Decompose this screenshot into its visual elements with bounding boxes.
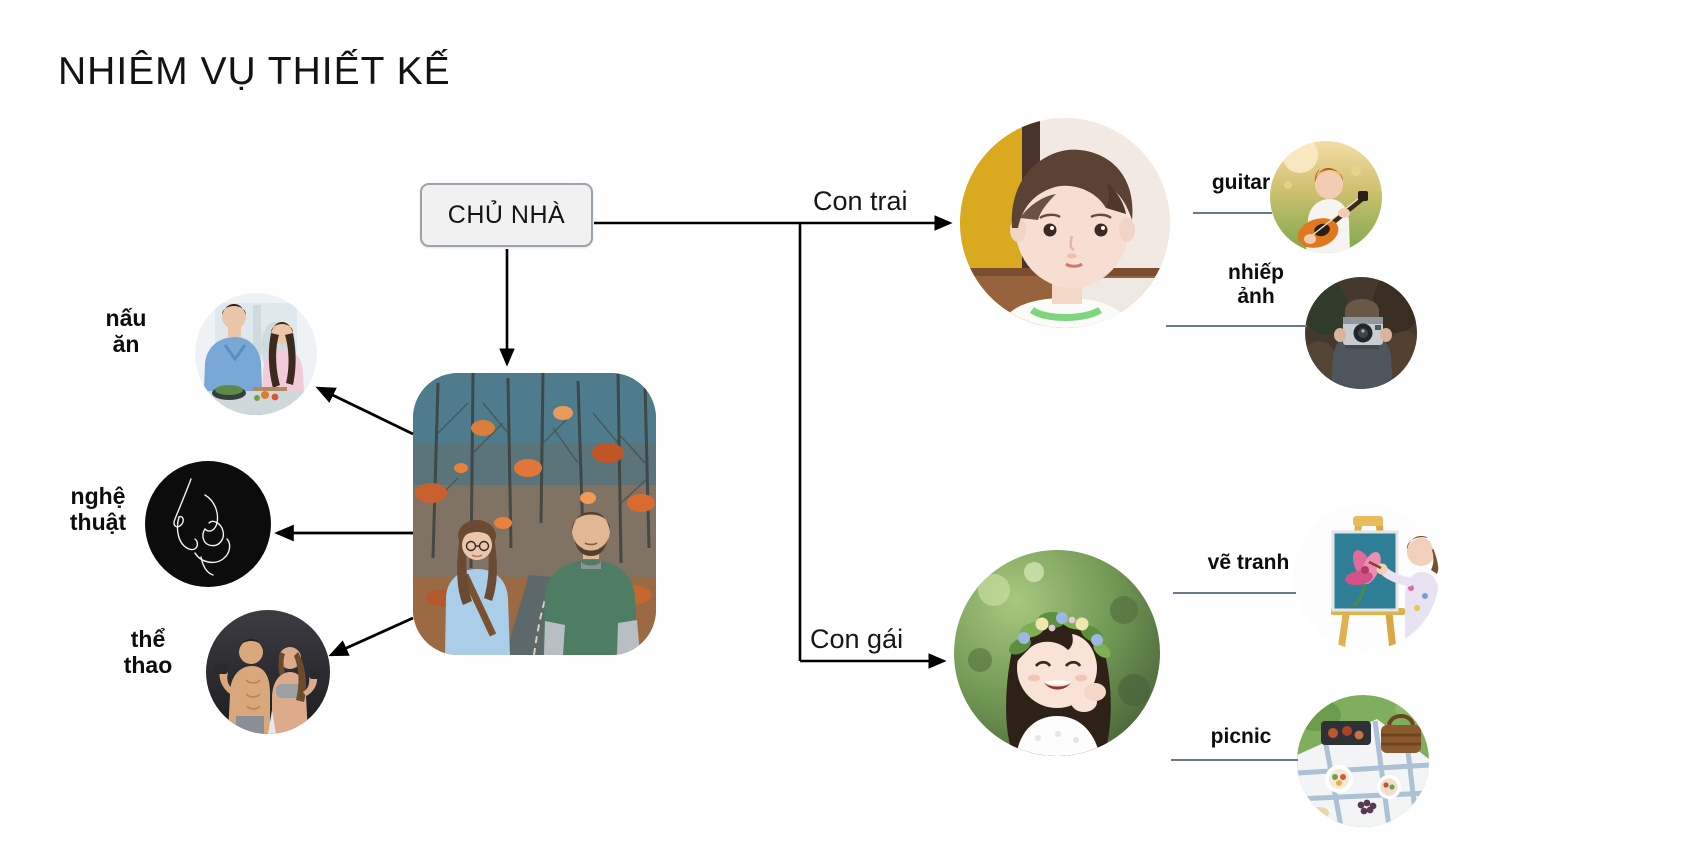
root-node-box xyxy=(420,183,593,247)
guitar-photo xyxy=(1270,141,1382,253)
cooking-photo xyxy=(195,293,317,415)
sports-photo xyxy=(206,610,330,734)
hobby-label-art: nghệ thuật xyxy=(69,483,127,535)
painting-photo xyxy=(1293,504,1439,650)
son-photo-art xyxy=(960,118,1170,328)
painting-photo-art xyxy=(1293,504,1439,650)
arrow-photo-to-cooking xyxy=(318,388,413,434)
homeowners-photo xyxy=(413,373,656,655)
art-photo-art xyxy=(145,461,271,587)
son-photo xyxy=(960,118,1170,328)
hobby-label-cooking: nấu ăn xyxy=(105,305,147,357)
hobby-label-picnic: picnic xyxy=(1210,725,1272,748)
cooking-photo-art xyxy=(195,293,317,415)
homeowners-photo-art xyxy=(413,373,656,655)
sports-photo-art xyxy=(206,610,330,734)
hobby-label-sports: thể thao xyxy=(123,626,173,678)
branch-label-son: Con trai xyxy=(813,186,908,216)
picnic-photo xyxy=(1297,695,1429,827)
hobby-label-painting: vẽ tranh xyxy=(1207,551,1290,574)
daughter-photo xyxy=(954,550,1160,756)
guitar-photo-art xyxy=(1270,141,1382,253)
branch-label-daughter: Con gái xyxy=(810,624,904,654)
picnic-photo-art xyxy=(1297,695,1429,827)
hobby-label-photography: nhiếp ảnh xyxy=(1228,261,1284,308)
hobby-label-guitar: guitar xyxy=(1211,171,1271,194)
page-title: NHIÊM VỤ THIẾT KẾ xyxy=(58,50,451,93)
root-node-label: CHỦ NHÀ xyxy=(447,200,566,229)
photography-photo-art xyxy=(1305,277,1417,389)
art-photo xyxy=(145,461,271,587)
photography-photo xyxy=(1305,277,1417,389)
daughter-photo-art xyxy=(954,550,1160,756)
arrow-photo-to-sports xyxy=(331,618,413,655)
